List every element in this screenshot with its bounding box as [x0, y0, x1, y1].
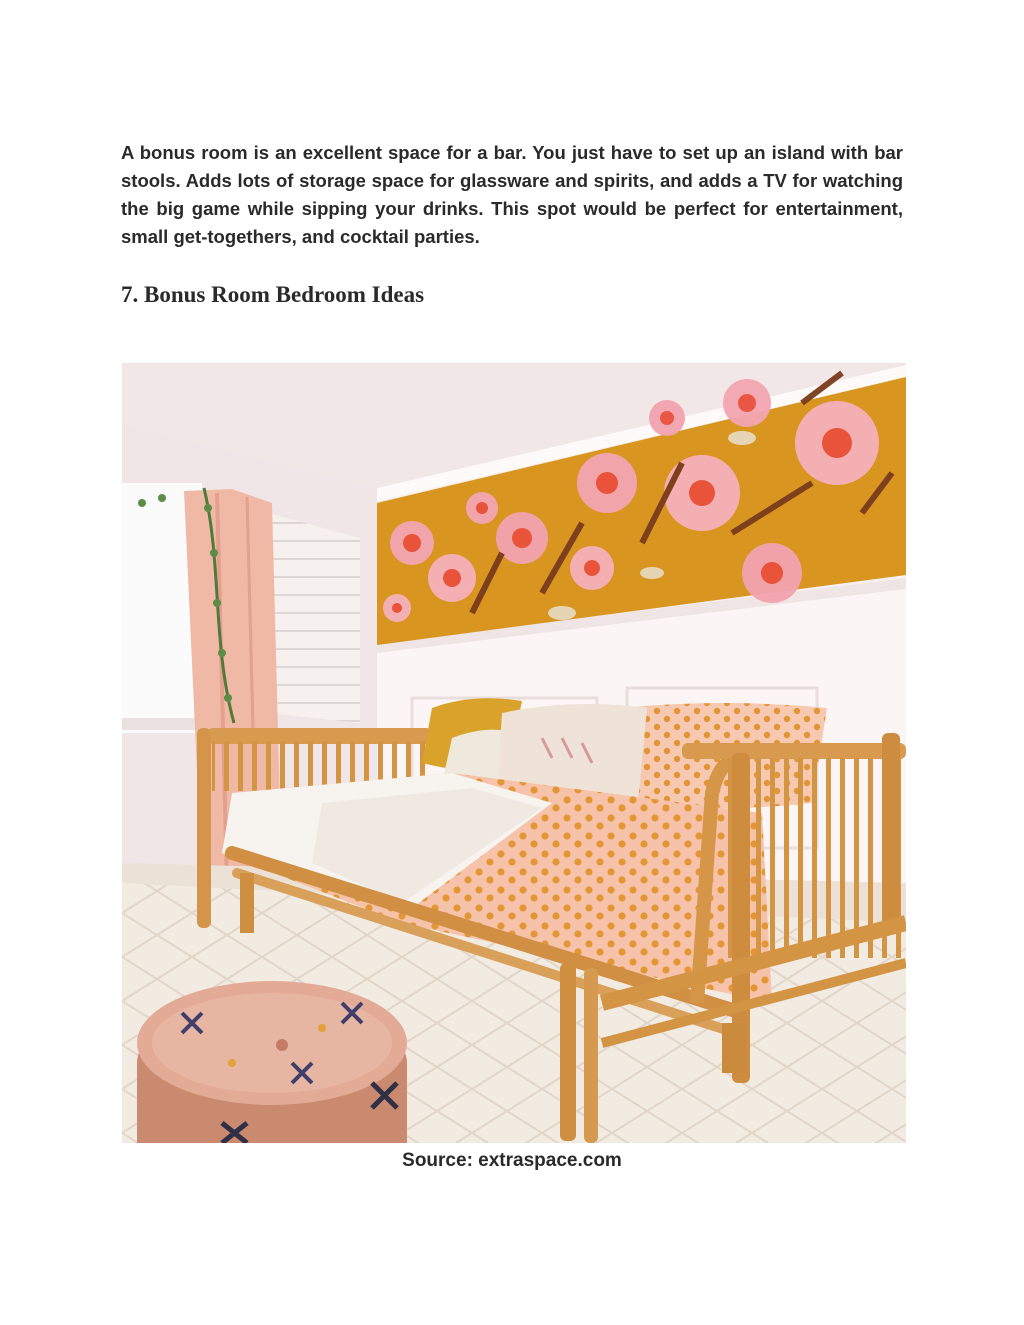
- image-caption: Source: extraspace.com: [402, 1150, 622, 1171]
- body-paragraph: A bonus room is an excellent space for a bar. You just have to set up an island with bar stools. Adds lots of storage space for glassware and spirits, and adds a TV for watching the big game while sipping your drinks. This spot would be perfect for entertainment, small get-togethers, and cocktail parties.: [121, 142, 903, 247]
- section-heading: 7. Bonus Room Bedroom Ideas: [121, 282, 425, 307]
- bedroom-photo: [122, 363, 906, 1143]
